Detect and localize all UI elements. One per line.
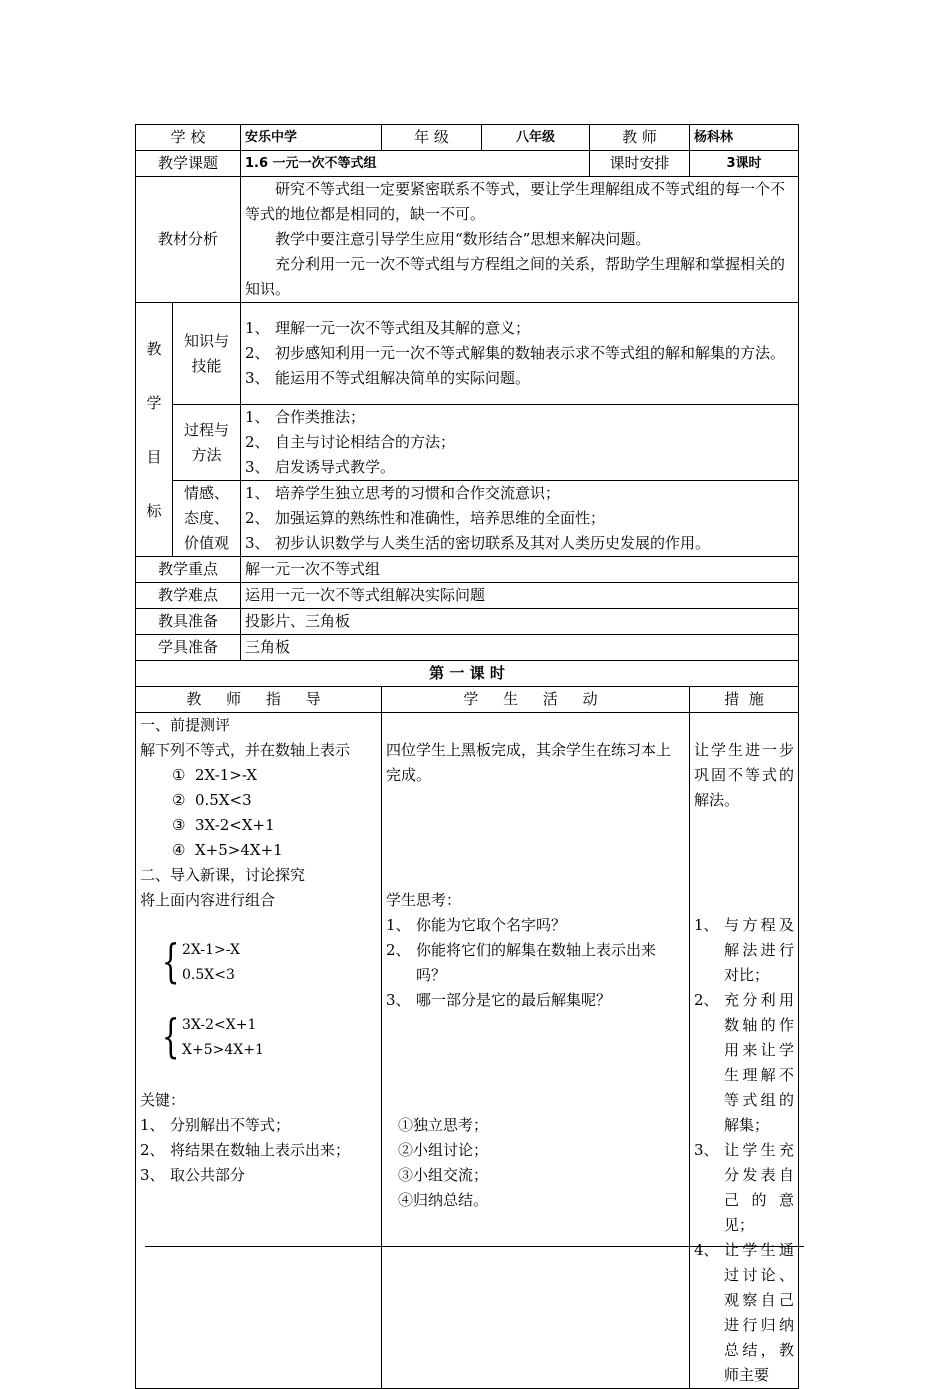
goals-label-char: 学 bbox=[146, 393, 162, 412]
schedule-value: 3课时 bbox=[690, 151, 799, 177]
lesson-title: 第 一 课 时 bbox=[136, 661, 799, 687]
student-tools-value: 三角板 bbox=[241, 635, 799, 661]
step-item: ③小组交流； bbox=[398, 1166, 489, 1184]
list-item: 2、 加强运算的熟练性和准确性，培养思维的全面性； bbox=[245, 509, 606, 527]
lesson-title-row bbox=[136, 661, 799, 687]
teacher-guidance bbox=[136, 713, 382, 1389]
inequality-item: ④ X+5>4X+1 bbox=[172, 841, 283, 859]
key-label: 关键： bbox=[140, 1091, 186, 1109]
inequality-item: ① 2X-1>-X bbox=[172, 766, 258, 784]
col-teacher-header: 教 师 指 导 bbox=[136, 687, 382, 713]
list-item: 1、 理解一元一次不等式组及其解的意义； bbox=[245, 319, 531, 337]
process-content bbox=[241, 405, 799, 481]
topic-value: 1.6 一元一次不等式组 bbox=[241, 151, 590, 177]
emotion-content bbox=[241, 481, 799, 557]
list-item: 2、 初步感知利用一元一次不等式解集的数轴表示求不等式组的解和解集的方法。 bbox=[245, 344, 786, 362]
list-item: 3、 初步认识数学与人类生活的密切联系及其对人类历史发展的作用。 bbox=[245, 534, 711, 552]
think-label: 学生思考： bbox=[386, 891, 462, 909]
measure-text: 让学生进一步巩固不等式的解法。 bbox=[694, 741, 794, 809]
list-item: 1、 培养学生独立思考的习惯和合作交流意识； bbox=[245, 484, 561, 502]
col-student-header: 学 生 活 动 bbox=[382, 687, 690, 713]
measures bbox=[690, 713, 799, 1389]
list-item: 2、 你能将它们的解集在数轴上表示出来吗？ bbox=[386, 941, 657, 984]
list-item: 3、 让学生充分发表自己的意见； bbox=[694, 1141, 794, 1234]
student-tools-row bbox=[136, 635, 799, 661]
goals-process-row bbox=[136, 405, 799, 481]
list-item: 2、 自主与讨论相结合的方法； bbox=[245, 433, 456, 451]
key-point-row bbox=[136, 557, 799, 583]
footer-rule bbox=[145, 1246, 804, 1247]
list-item: 3、 启发诱导式教学。 bbox=[245, 458, 396, 476]
teacher-label: 教 师 bbox=[590, 125, 690, 151]
difficulty-row bbox=[136, 583, 799, 609]
analysis-paragraph: 教学中要注意引导学生应用“数形结合”思想来解决问题。 bbox=[275, 230, 651, 248]
goals-label-char: 目 bbox=[146, 447, 162, 466]
lesson-plan-table bbox=[135, 124, 799, 1389]
process-label: 过程与 方法 bbox=[173, 405, 241, 481]
goals-label bbox=[136, 303, 173, 557]
analysis-content bbox=[241, 177, 799, 303]
school-value: 安乐中学 bbox=[241, 125, 382, 151]
step-item: ④归纳总结。 bbox=[398, 1191, 489, 1209]
student-activity bbox=[382, 713, 690, 1389]
lesson-body-row bbox=[136, 713, 799, 1389]
analysis-paragraph: 研究不等式组一定要紧密联系不等式，要让学生理解组成不等式组的每一个不等式的地位都是相同的，缺一不可。 bbox=[245, 180, 786, 223]
topic-row bbox=[136, 151, 799, 177]
emotion-label: 情感、 态度、 价值观 bbox=[173, 481, 241, 557]
key-point-value: 解一元一次不等式组 bbox=[241, 557, 799, 583]
grade-label: 年 级 bbox=[382, 125, 482, 151]
knowledge-content bbox=[241, 303, 799, 405]
left-brace-icon: { bbox=[161, 1009, 180, 1063]
step-item: ①独立思考； bbox=[398, 1116, 489, 1134]
knowledge-label: 知识与 技能 bbox=[173, 303, 241, 405]
section-intro: 将上面内容进行组合 bbox=[140, 891, 276, 909]
analysis-row bbox=[136, 177, 799, 303]
teacher-value: 杨科林 bbox=[690, 125, 799, 151]
goals-label-char: 标 bbox=[146, 501, 162, 520]
inequality-item: ② 0.5X<3 bbox=[172, 791, 252, 809]
step-item: ②小组讨论； bbox=[398, 1141, 489, 1159]
list-item: 1、 与方程及解法进行对比； bbox=[694, 916, 794, 984]
list-item: 2、 将结果在数轴上表示出来； bbox=[140, 1141, 351, 1159]
list-item: 3、 取公共部分 bbox=[140, 1166, 246, 1184]
school-label: 学 校 bbox=[136, 125, 241, 151]
student-tools-label: 学具准备 bbox=[136, 635, 241, 661]
section-title: 一、前提测评 bbox=[140, 716, 231, 734]
list-item: 3、 能运用不等式组解决简单的实际问题。 bbox=[245, 369, 531, 387]
list-item: 1、 分别解出不等式； bbox=[140, 1116, 291, 1134]
list-item: 1、 你能为它取个名字吗？ bbox=[386, 916, 567, 934]
goals-label-char: 教 bbox=[146, 339, 162, 358]
difficulty-label: 教学难点 bbox=[136, 583, 241, 609]
left-brace-icon: { bbox=[161, 934, 180, 988]
list-item: 2、 充分利用数轴的作用来让学生理解不等式组的解集； bbox=[694, 991, 794, 1134]
schedule-label: 课时安排 bbox=[590, 151, 690, 177]
header-row bbox=[136, 125, 799, 151]
lesson-columns-row bbox=[136, 687, 799, 713]
analysis-paragraph: 充分利用一元一次不等式组与方程组之间的关系，帮助学生理解和掌握相关的知识。 bbox=[245, 255, 786, 298]
grade-value: 八年级 bbox=[482, 125, 590, 151]
inequality-system-1: { 2X-1>-X 0.5X<3 bbox=[161, 934, 240, 988]
teacher-tools-label: 教具准备 bbox=[136, 609, 241, 635]
topic-label: 教学课题 bbox=[136, 151, 241, 177]
goals-knowledge-row bbox=[136, 303, 799, 405]
analysis-label: 教材分析 bbox=[136, 177, 241, 303]
goals-emotion-row bbox=[136, 481, 799, 557]
difficulty-value: 运用一元一次不等式组解决实际问题 bbox=[241, 583, 799, 609]
teacher-tools-value: 投影片、三角板 bbox=[241, 609, 799, 635]
list-item: 3、 哪一部分是它的最后解集呢？ bbox=[386, 991, 612, 1009]
teacher-tools-row bbox=[136, 609, 799, 635]
list-item: 4、 让学生通过讨论、观察自己进行归纳总结，教师主要 bbox=[694, 1241, 794, 1384]
inequality-system-2: { 3X-2<X+1 X+5>4X+1 bbox=[161, 1009, 264, 1063]
section-intro: 解下列不等式，并在数轴上表示 bbox=[140, 741, 351, 759]
col-measure-header: 措 施 bbox=[690, 687, 799, 713]
key-point-label: 教学重点 bbox=[136, 557, 241, 583]
activity-text: 四位学生上黑板完成，其余学生在练习本上完成。 bbox=[386, 741, 672, 784]
section-title: 二、导入新课，讨论探究 bbox=[140, 866, 306, 884]
list-item: 1、 合作类推法； bbox=[245, 408, 366, 426]
inequality-item: ③ 3X-2<X+1 bbox=[172, 816, 275, 834]
